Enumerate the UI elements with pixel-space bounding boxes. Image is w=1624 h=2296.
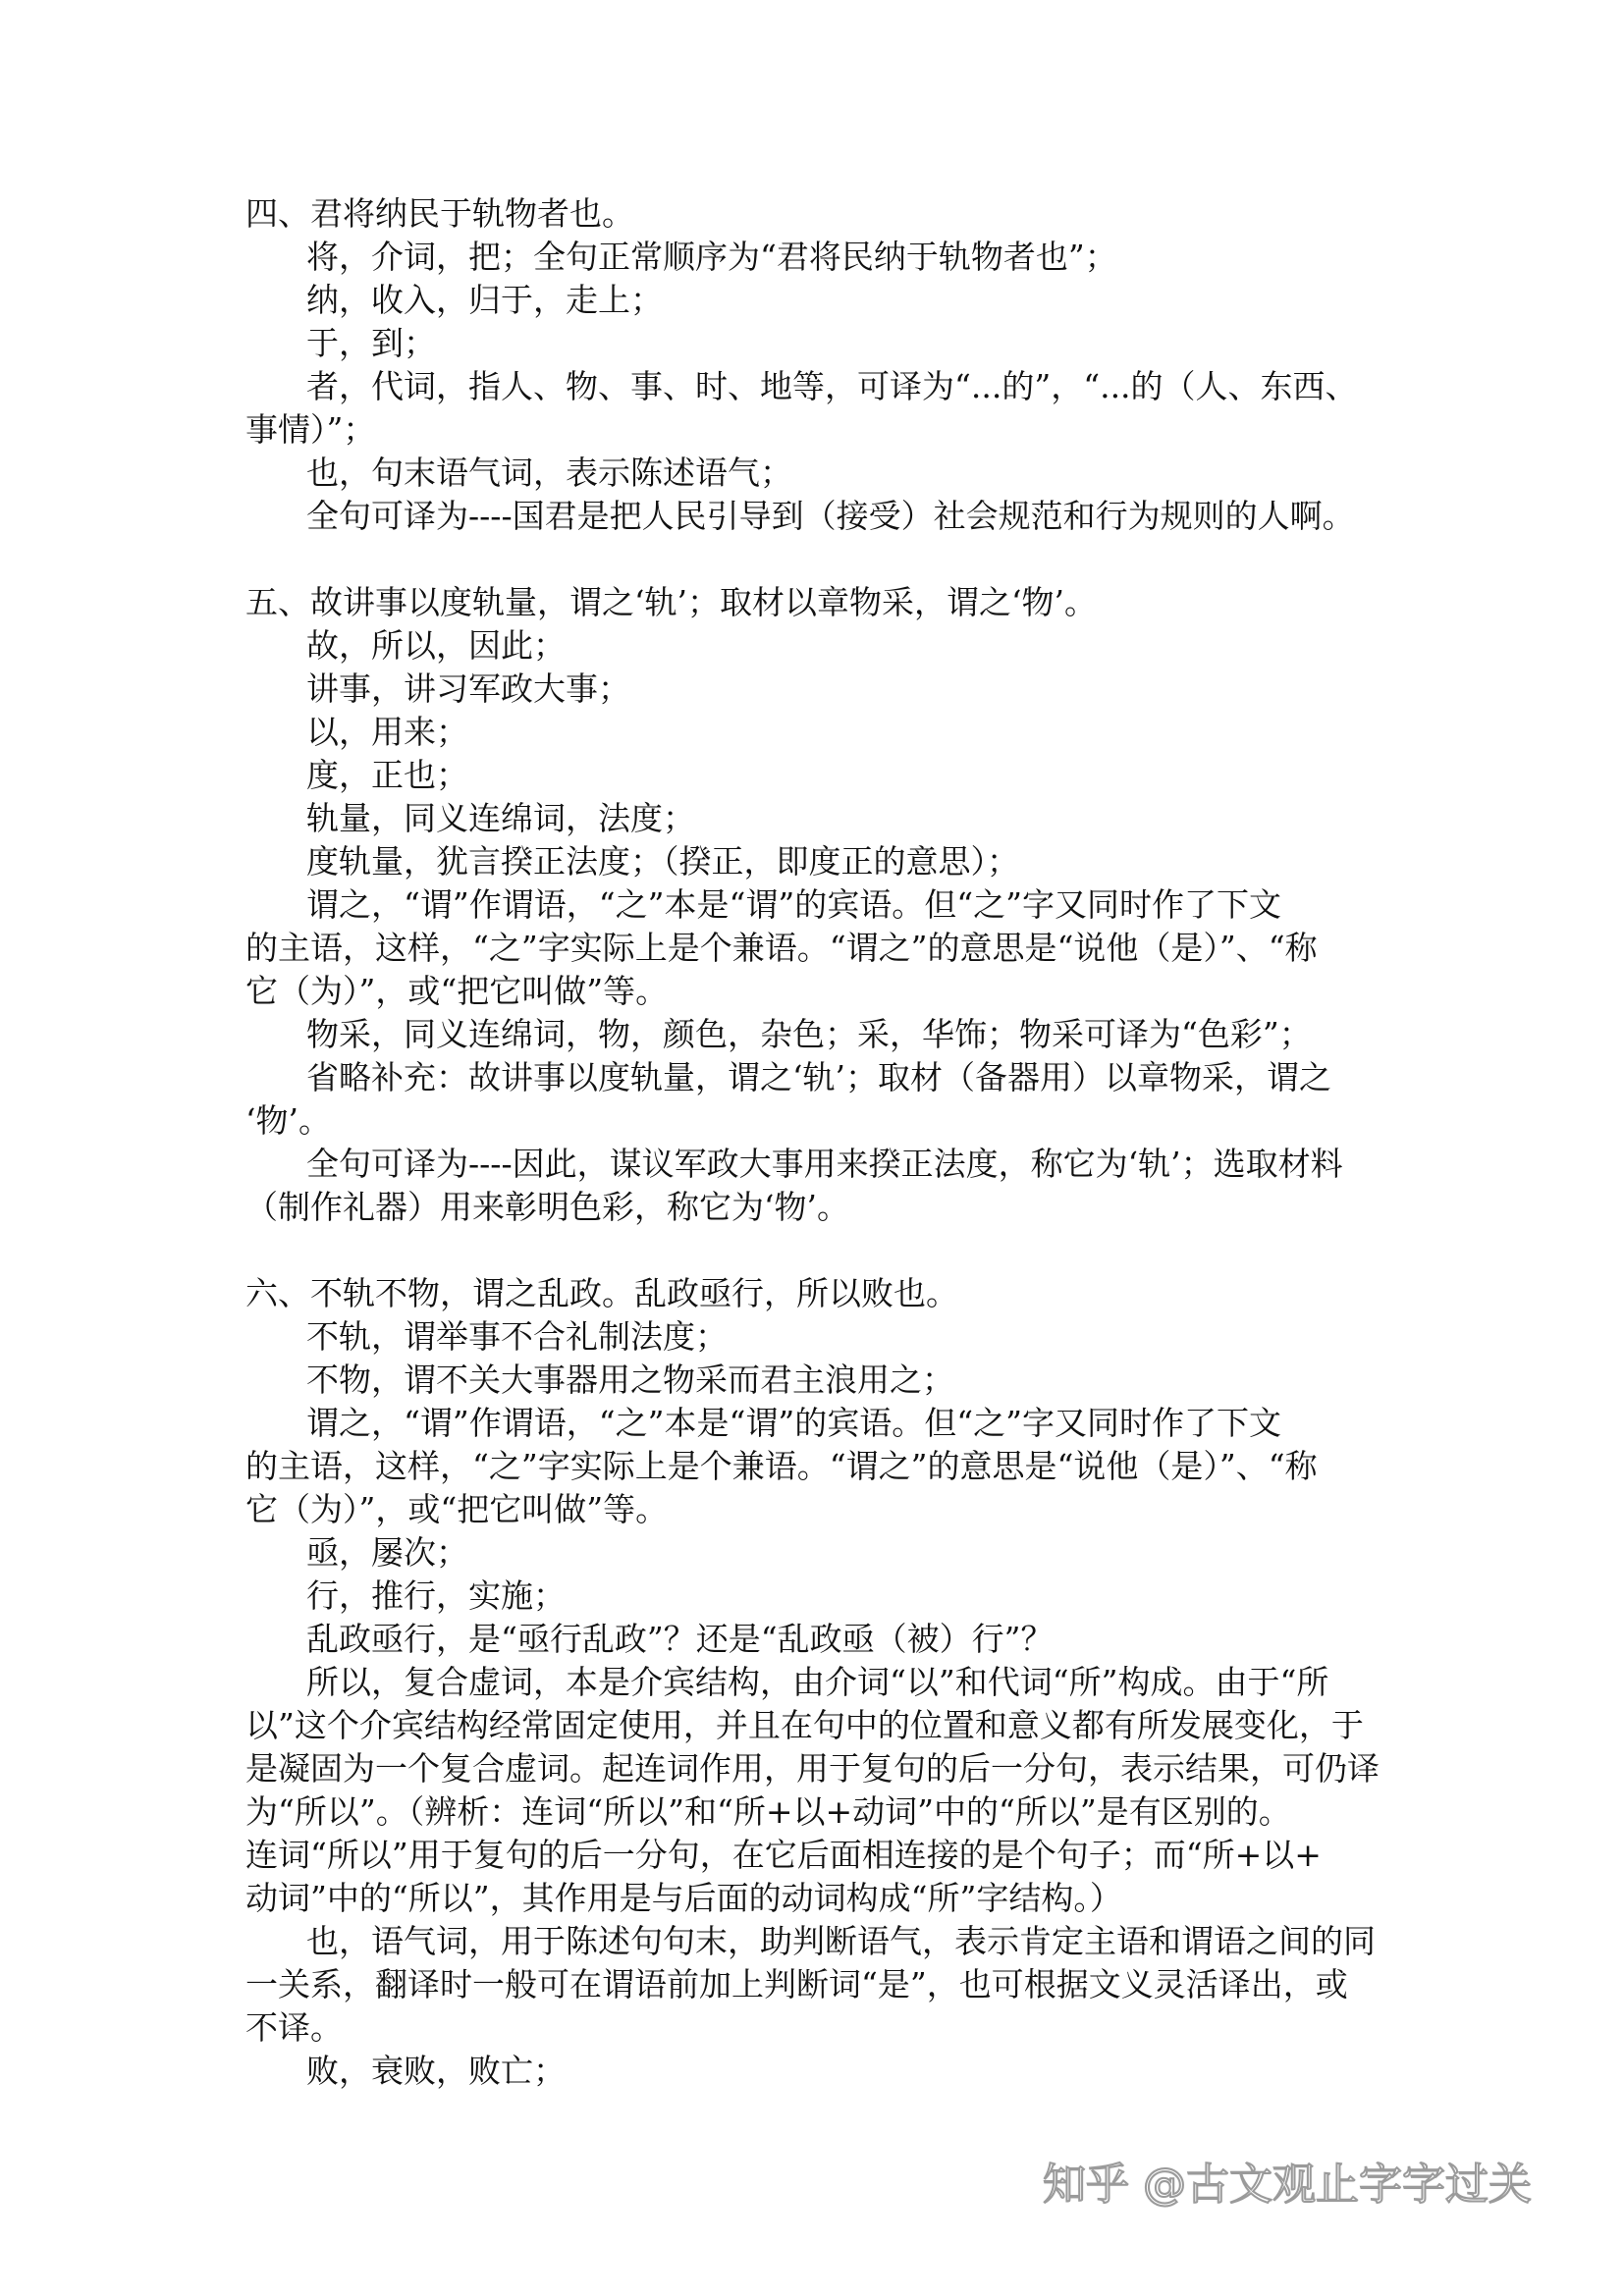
text-line: 物采，同义连绵词，物，颜色，杂色；采，华饰；物采可译为“色彩”；	[306, 1015, 1312, 1053]
text-line: 为“所以”。（辨析：连词“所以”和“所+以+动词”中的“所以”是有区别的。	[245, 1792, 1291, 1831]
text-line: 谓之，“谓”作谓语，“之”本是“谓”的宾语。但“之”字又同时作了下文	[306, 1404, 1281, 1442]
text-line: 所以，复合虚词，本是介宾结构，由介词“以”和代词“所”构成。由于“所	[306, 1663, 1329, 1701]
text-line: 以，用来；	[306, 713, 468, 751]
text-line: 轨量，同义连绵词，法度；	[306, 799, 695, 837]
text-line: 行，推行，实施；	[306, 1576, 566, 1615]
text-line: 的主语，这样，“之”字实际上是个兼语。“谓之”的意思是“说他（是）”、“称	[245, 1447, 1318, 1485]
text-line: 省略补充：故讲事以度轨量，谓之‘轨’；取材（备器用）以章物采，谓之	[306, 1058, 1331, 1096]
text-line: 不轨，谓举事不合礼制法度；	[306, 1317, 728, 1356]
section-3	[245, 1272, 1384, 2093]
text-line: 于，到；	[306, 324, 436, 362]
section-heading: 六、不轨不物，谓之乱政。乱政亟行，所以败也。	[245, 1274, 958, 1312]
document-page	[245, 192, 1384, 2093]
text-line: 纳，收入，归于，走上；	[306, 281, 663, 319]
text-line: 动词”中的“所以”，其作用是与后面的动词构成“所”字结构。）	[245, 1879, 1122, 1917]
section-heading: 四、君将纳民于轨物者也。	[245, 194, 634, 233]
text-line: 故，所以，因此；	[306, 626, 566, 665]
watermark: 知乎 @古文观止字字过关	[1043, 2160, 1532, 2210]
text-line: 以”这个介宾结构经常固定使用，并且在句中的位置和意义都有所发展变化，于	[245, 1706, 1364, 1744]
text-line: 它（为）”，或“把它叫做”等。	[245, 1490, 669, 1528]
text-line: 全句可译为----国君是把人民引导到（接受）社会规范和行为规则的人啊。	[306, 497, 1355, 535]
text-line: 亟，屡次；	[306, 1533, 468, 1572]
text-line: 也，句末语气词，表示陈述语气；	[306, 454, 792, 492]
text-line: 也，语气词，用于陈述句句末，助判断语气，表示肯定主语和谓语之间的同	[306, 1922, 1376, 1960]
text-line: 的主语，这样，“之”字实际上是个兼语。“谓之”的意思是“说他（是）”、“称	[245, 929, 1318, 967]
text-line: 全句可译为----因此，谋议军政大事用来揆正法度，称它为‘轨’；选取材料	[306, 1145, 1343, 1183]
text-line: 连词“所以”用于复句的后一分句，在它后面相连接的是个句子；而“所+以+	[245, 1836, 1322, 1874]
text-line: 将，介词，把；全句正常顺序为“君将民纳于轨物者也”；	[306, 238, 1117, 276]
text-line: 事情）”；	[245, 410, 376, 449]
text-line: （制作礼器）用来彰明色彩，称它为‘物’。	[245, 1188, 849, 1226]
text-line: 乱政亟行，是“亟行乱政”？还是“乱政亟（被）行”？	[306, 1620, 1054, 1658]
text-line: 者，代词，指人、物、事、时、地等，可译为“...的”，“...的（人、东西、	[306, 367, 1358, 405]
text-line: 败，衰败，败亡；	[306, 2052, 566, 2090]
section-heading: 五、故讲事以度轨量，谓之‘轨’；取材以章物采，谓之‘物’。	[245, 583, 1097, 621]
section-1	[245, 192, 1384, 538]
text-line: 它（为）”，或“把它叫做”等。	[245, 972, 669, 1010]
text-line: 不物，谓不关大事器用之物采而君主浪用之；	[306, 1361, 954, 1399]
text-line: 谓之，“谓”作谓语，“之”本是“谓”的宾语。但“之”字又同时作了下文	[306, 885, 1281, 924]
text-line: 度，正也；	[306, 756, 468, 794]
section-2	[245, 581, 1384, 1229]
text-line: 是凝固为一个复合虚词。起连词作用，用于复句的后一分句，表示结果，可仍译	[245, 1749, 1380, 1788]
text-line: 一关系，翻译时一般可在谓语前加上判断词“是”，也可根据文义灵活译出，或	[245, 1965, 1348, 2003]
text-line: 不译。	[245, 2008, 343, 2047]
text-line: 度轨量，犹言揆正法度；（揆正，即度正的意思）；	[306, 842, 1019, 881]
text-line: ‘物’。	[245, 1101, 331, 1140]
text-line: 讲事，讲习军政大事；	[306, 669, 630, 708]
